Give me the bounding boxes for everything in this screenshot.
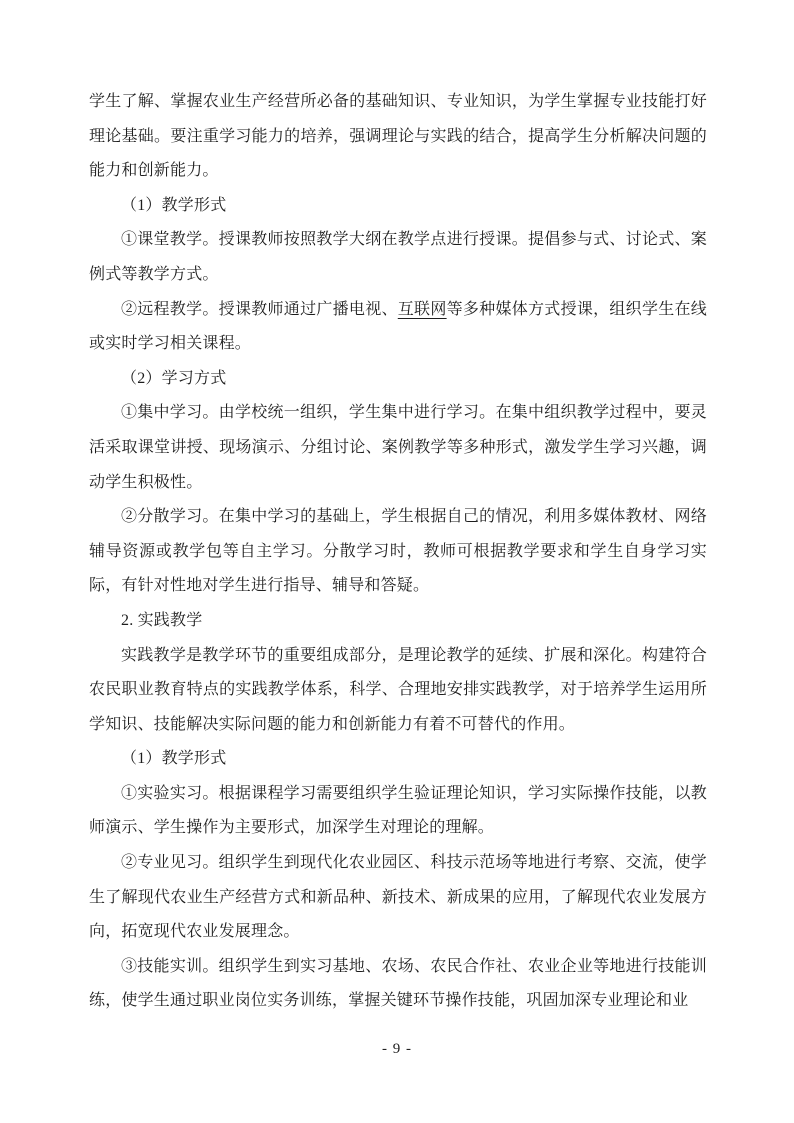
item-distance-teaching: [89, 293, 707, 362]
item-professional-observation: ②专业见习。组织学生到现代化农业园区、科技示范场等地进行考察、交流，使学生了解现代农业生产经营方式和新品种、新技术、新成果的应用，了解现代农业发展方向，拓宽现代农业发展理念。: [89, 854, 707, 941]
underlined-term-internet: 互联网: [397, 300, 447, 318]
item-distance-teaching-text-post: 等多种媒体方式授课，组织学生在线或实时学习相关课程。: [89, 300, 708, 353]
item-classroom-teaching: ①课堂教学。授课教师按照教学大纲在教学点进行授课。提倡参与式、讨论式、案例式等教学方式。: [89, 231, 707, 283]
item-skill-training: ③技能实训。组织学生到实习基地、农场、农民合作社、农业企业等地进行技能训练，使学生通过职业岗位实务训练，掌握关键环节操作技能，巩固加深专业理论和业: [89, 957, 707, 1010]
item-distance-teaching-text-pre: ②远程教学。授课教师通过广播电视、: [121, 300, 398, 318]
item-decentralized-learning: ②分散学习。在集中学习的基础上，学生根据自己的情况，利用多媒体教材、网络辅导资源或教学包等自主学习。分散学习时，教师可根据教学要求和学生自身学习实际，有针对性地对学生进行指导、辅导和答疑。: [89, 508, 707, 595]
heading-teaching-form-theory: （1）教学形式: [121, 196, 227, 214]
page-number: - 9 -: [382, 1041, 412, 1057]
heading-practical-teaching: 2. 实践教学: [121, 611, 203, 629]
page-footer: [0, 1041, 794, 1058]
heading-teaching-form-practice: （1）教学形式: [121, 750, 227, 768]
item-experiment-practice: ①实验实习。根据课程学习需要组织学生验证理论知识，学习实际操作技能，以教师演示、学生操作为主要形式，加深学生对理论的理解。: [89, 784, 707, 837]
heading-learning-mode: （2）学习方式: [121, 369, 227, 387]
paragraph-practical-teaching-intro: 实践教学是教学环节的重要组成部分，是理论教学的延续、扩展和深化。构建符合农民职业教育特点的实践教学体系，科学、合理地安排实践教学，对于培养学生运用所学知识、技能解决实际问题的能力和创新能力有着不可替代的作用。: [89, 646, 707, 733]
page-body: [89, 85, 707, 1019]
paragraph-continuation: 学生了解、掌握农业生产经营所必备的基础知识、专业知识，为学生掌握专业技能打好理论基础。要注重学习能力的培养，强调理论与实践的结合，提高学生分析解决问题的能力和创新能力。: [89, 93, 707, 180]
item-centralized-learning: ①集中学习。由学校统一组织，学生集中进行学习。在集中组织教学过程中，要灵活采取课堂讲授、现场演示、分组讨论、案例教学等多种形式，激发学生学习兴趣，调动学生积极性。: [89, 404, 707, 491]
